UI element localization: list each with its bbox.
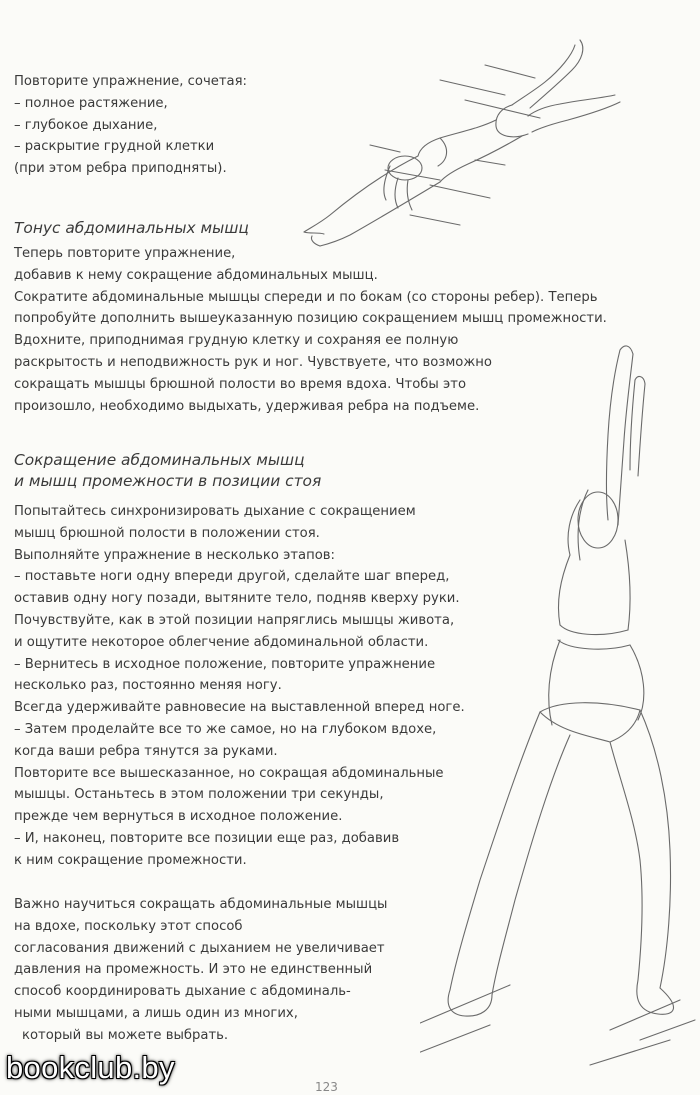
paragraph-line: – Вернитесь в исходное положение, повторите упражнение: [14, 656, 436, 672]
section-standing-contraction: [14, 450, 465, 872]
paragraph-line: Сократите абдоминальные мышцы спереди и по бокам (со стороны ребер). Теперь: [14, 289, 598, 305]
paragraph-line: – поставьте ноги одну впереди другой, сделайте шаг вперед,: [14, 569, 450, 585]
paragraph-line: – Затем проделайте все то же самое, но на глубоком вдохе,: [14, 721, 437, 737]
paragraph-line: Важно научиться сокращать абдоминальные мышцы: [14, 897, 388, 912]
paragraph-line: произошло, необходимо выдыхать, удерживая ребра на подъеме.: [14, 398, 480, 414]
lying-figure-illustration: [290, 20, 630, 250]
paragraph-line: согласования движений с дыханием не увеличивает: [14, 940, 385, 956]
paragraph-line: сокращать мышцы брюшной полости во время вдоха. Чтобы это: [14, 376, 467, 392]
paragraph-line: Повторите все вышесказанное, но сокращая абдоминальные: [14, 765, 444, 781]
intro-line: Повторите упражнение, сочетая:: [14, 74, 247, 89]
paragraph-line: к ним сокращение промежности.: [14, 852, 247, 868]
paragraph-line: Теперь повторите упражнение,: [14, 246, 236, 261]
paragraph-line: давления на промежность. И это не единственный: [14, 962, 373, 978]
intro-block: [14, 71, 247, 180]
paragraph-line: раскрытость и неподвижность рук и ног. Чувствуете, что возможно: [14, 354, 492, 370]
section-heading-line: Сокращение абдоминальных мышц: [14, 451, 305, 469]
paragraph-line: мышц брюшной полости в положении стоя.: [14, 525, 320, 541]
page-number: 123: [315, 1080, 338, 1094]
paragraph-line: попробуйте дополнить вышеуказанную позицию сокращением мышц промежности.: [14, 311, 607, 327]
paragraph-line: добавив к нему сокращение абдоминальных мышц.: [14, 267, 378, 283]
paragraph-line: способ координировать дыхание с абдоминаль-: [14, 984, 351, 1000]
paragraph-line: мышцы. Останьтесь в этом положении три секунды,: [14, 787, 384, 803]
section-abdominal-tone: [14, 218, 607, 417]
intro-line: (при этом ребра приподняты).: [14, 161, 227, 177]
paragraph-line: оставив одну ногу позади, вытяните тело, подняв кверху руки.: [14, 591, 460, 607]
paragraph-line: и ощутите некоторое облегчение абдоминальной области.: [14, 634, 429, 650]
intro-line: – глубокое дыхание,: [14, 117, 158, 133]
paragraph-line: ными мышцами, а лишь один из многих,: [14, 1005, 298, 1021]
paragraph-line: Попытайтесь синхронизировать дыхание с сокращением: [14, 504, 416, 519]
paragraph-line: Выполняйте упражнение в несколько этапов:: [14, 547, 336, 563]
intro-line: – полное растяжение,: [14, 95, 168, 111]
paragraph-line: прежде чем вернуться в исходное положение.: [14, 809, 343, 825]
paragraph-line: Вдохните, приподнимая грудную клетку и сохраняя ее полную: [14, 333, 459, 349]
paragraph-line: на вдохе, поскольку этот способ: [14, 918, 243, 934]
closing-paragraph: [14, 894, 387, 1047]
intro-line: – раскрытие грудной клетки: [14, 139, 215, 155]
site-watermark: bookclub.by: [6, 1050, 175, 1085]
section-heading-line: и мышц промежности в позиции стоя: [14, 472, 322, 490]
paragraph-line: когда ваши ребра тянутся за руками.: [14, 743, 278, 759]
paragraph-line: который вы можете выбрать.: [22, 1027, 229, 1043]
paragraph-line: Всегда удерживайте равновесие на выставленной вперед ноге.: [14, 700, 465, 716]
paragraph-line: Почувствуйте, как в этой позиции напряглись мышцы живота,: [14, 612, 455, 628]
section-heading: Тонус абдоминальных мышц: [14, 219, 249, 237]
paragraph-line: – И, наконец, повторите все позиции еще раз, добавив: [14, 830, 400, 846]
paragraph-line: несколько раз, постоянно меняя ногу.: [14, 678, 282, 694]
